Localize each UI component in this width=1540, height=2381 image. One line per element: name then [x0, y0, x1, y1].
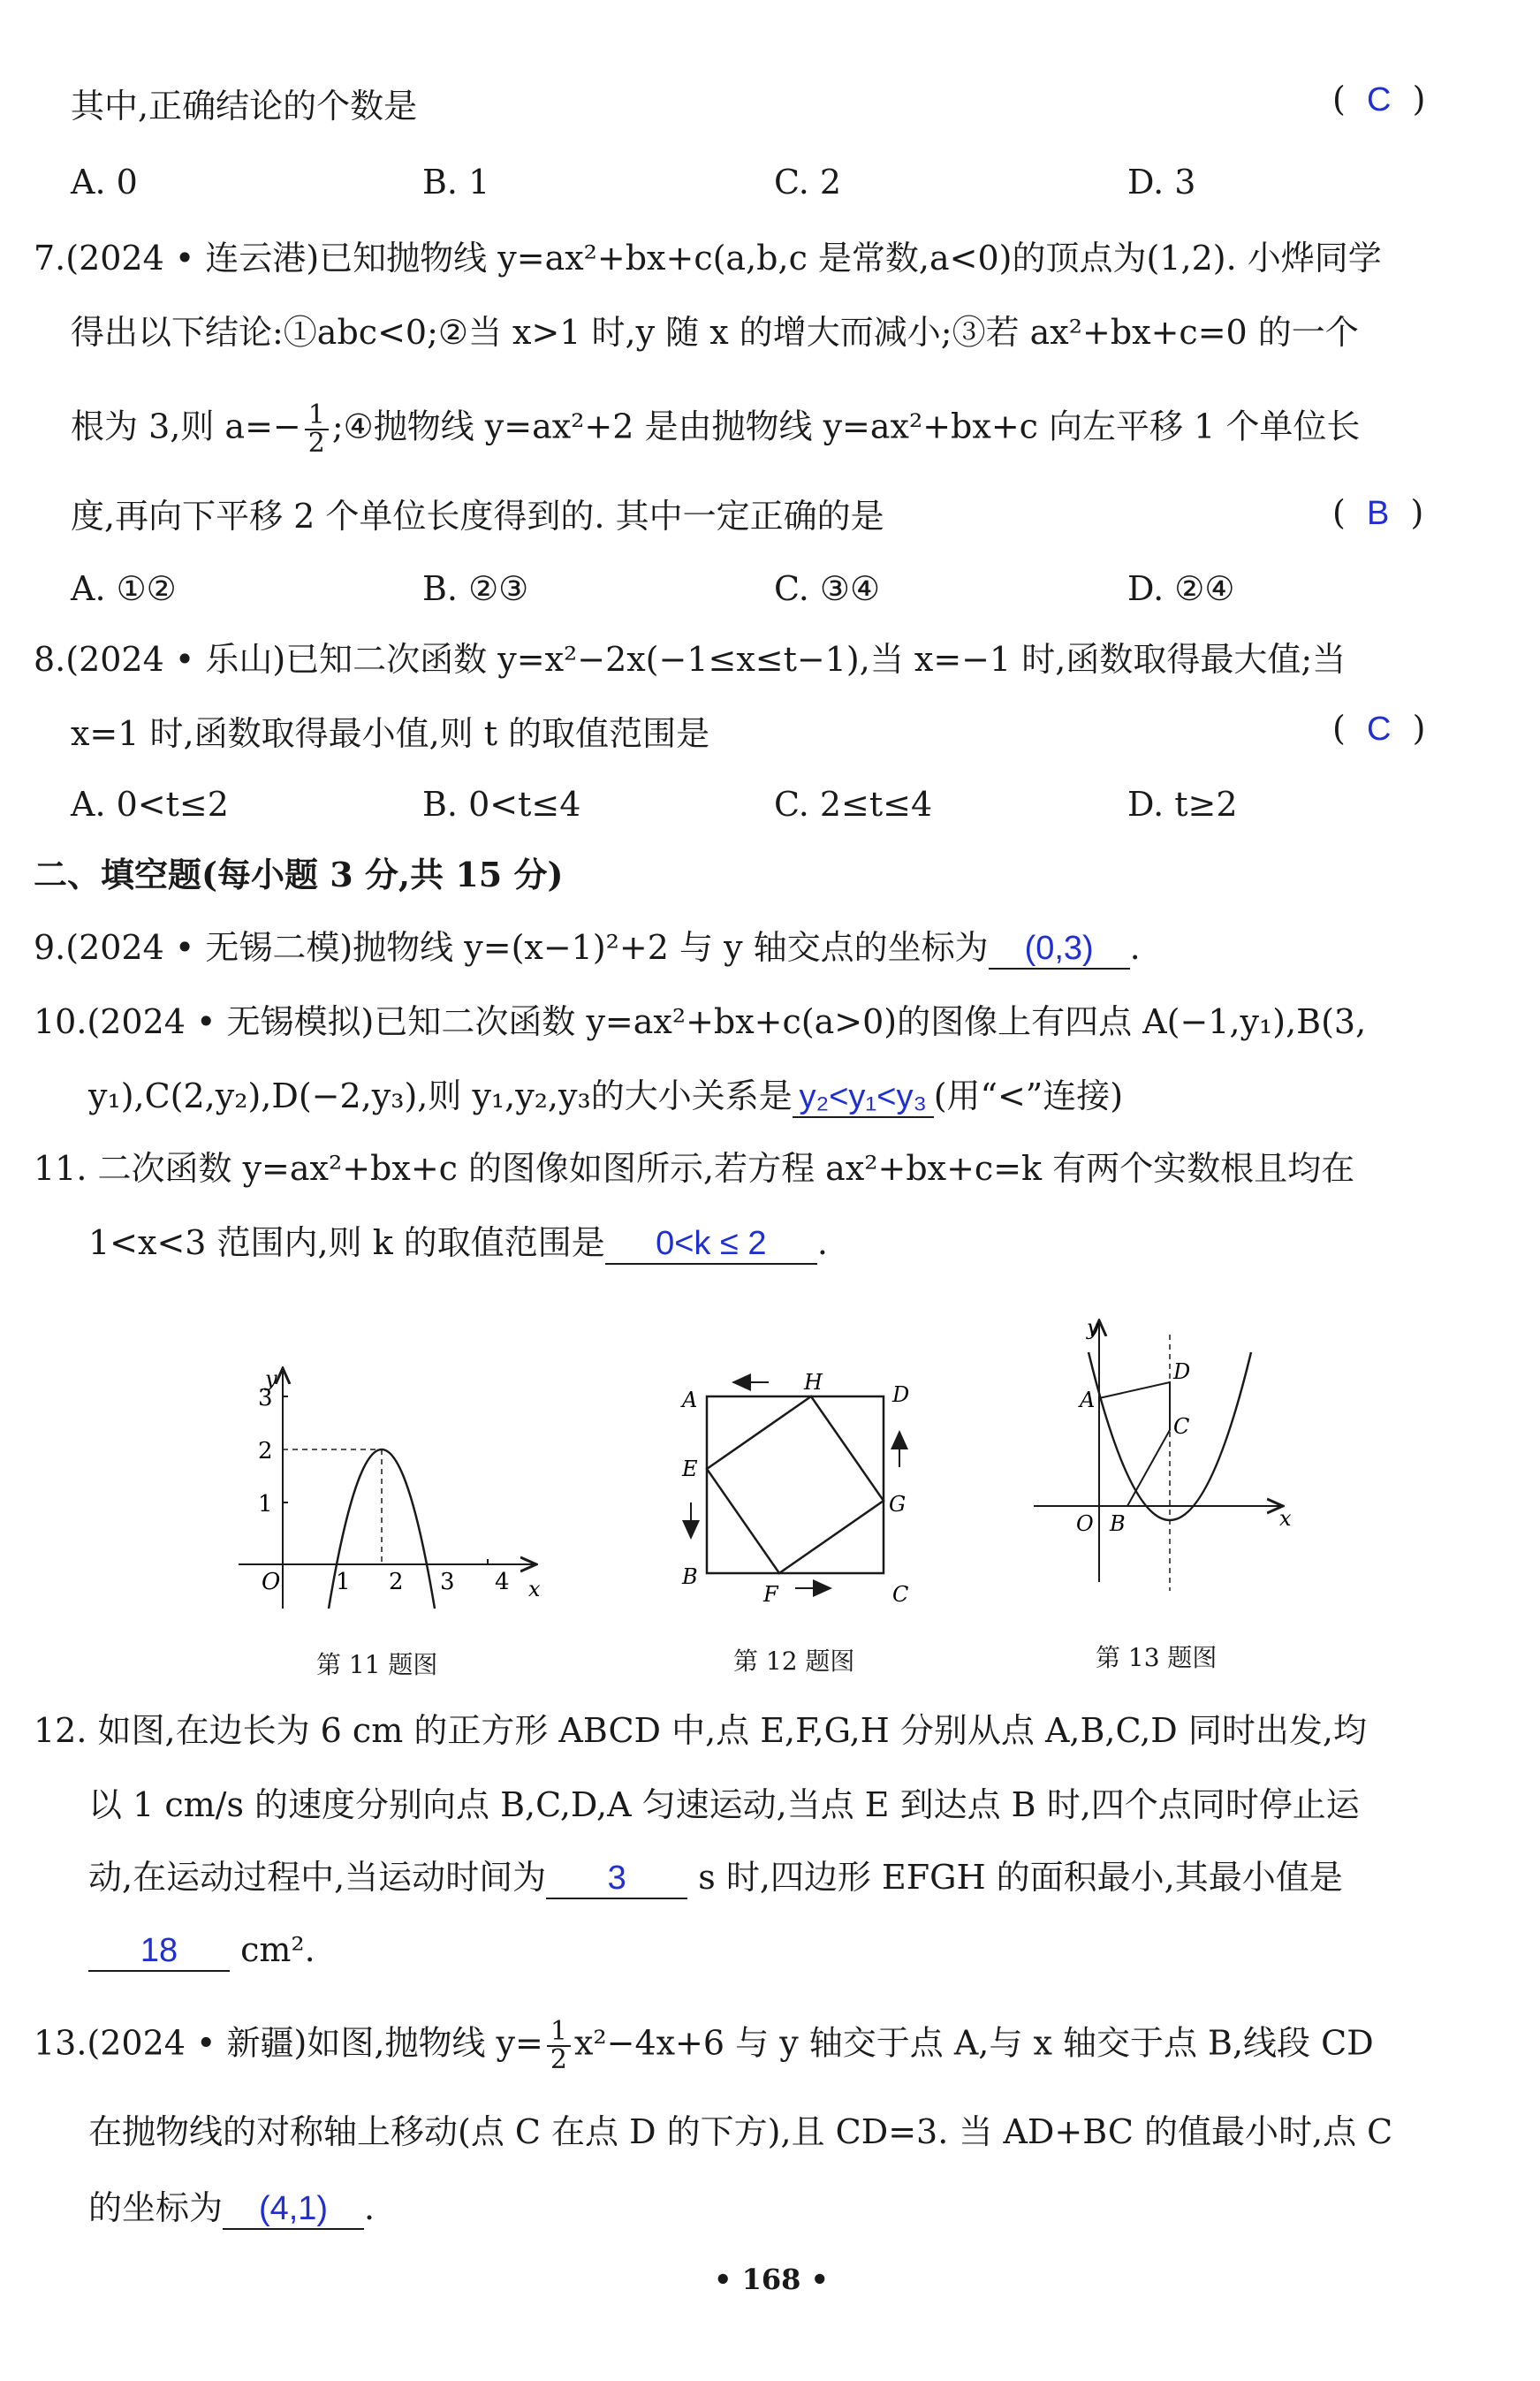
q7-line-4: 度,再向下平移 2 个单位长度得到的. 其中一定正确的是 — [71, 497, 884, 536]
q12-line-4 — [88, 1928, 315, 1972]
fig13-x-label: x — [1279, 1506, 1292, 1531]
q12-line-4b: cm². — [240, 1930, 315, 1969]
q6-option-a: A. 0 — [71, 163, 138, 202]
fig11-tick-y2: 2 — [258, 1438, 273, 1464]
fig12-label-b: B — [682, 1564, 698, 1589]
q11-blank — [605, 1223, 817, 1265]
q13-fraction — [547, 2016, 571, 2075]
q7-option-d: D. ②④ — [1127, 569, 1235, 608]
fig13-y-label: y — [1087, 1317, 1099, 1340]
q13-frac-den: 2 — [550, 2044, 567, 2075]
q9-line — [34, 926, 1141, 970]
q10-answer: y₂<y₁<y₃ — [799, 1078, 927, 1115]
q13-end: . — [364, 2188, 376, 2227]
section-2-heading: 二、填空题(每小题 3 分,共 15 分) — [34, 855, 564, 894]
q11-line-2 — [88, 1221, 828, 1265]
q12-line-1: 12. 如图,在边长为 6 cm 的正方形 ABCD 中,点 E,F,G,H 分别从点 A,B,C,D 同时出发,均 — [34, 1711, 1367, 1750]
q8-line-1: 8.(2024 • 乐山)已知二次函数 y=x²−2x(−1≤x≤t−1),当 x=−1 时,函数取得最大值;当 — [34, 640, 1347, 679]
q6-option-b: B. 1 — [422, 163, 490, 202]
fig12-label-d: D — [892, 1382, 910, 1407]
fig13-label-d: D — [1173, 1359, 1191, 1384]
q11-end: . — [816, 1223, 828, 1262]
q8-option-b: B. 0<t≤4 — [422, 785, 581, 824]
q13-line-3 — [88, 2187, 375, 2230]
q10-blank — [793, 1076, 934, 1118]
figure-11 — [230, 1352, 548, 1617]
fig12-label-g: G — [889, 1492, 907, 1517]
q7-option-b: B. ②③ — [422, 569, 529, 608]
q8-line-2: x=1 时,函数取得最小值,则 t 的取值范围是 — [71, 714, 710, 753]
fig13-origin: O — [1076, 1511, 1094, 1536]
q12-answer-1: 3 — [607, 1860, 626, 1897]
q9-answer: (0,3) — [1024, 930, 1094, 967]
q9-end: . — [1129, 928, 1141, 967]
figure-11-caption: 第 11 题图 — [316, 1650, 438, 1679]
fig11-tick-x1: 1 — [336, 1569, 351, 1595]
figure-13-caption: 第 13 题图 — [1096, 1643, 1218, 1672]
q9-text: 9.(2024 • 无锡二模)抛物线 y=(x−1)²+2 与 y 轴交点的坐标为 — [34, 928, 989, 967]
fig12-label-a: A — [682, 1388, 698, 1412]
q6-option-d: D. 3 — [1127, 163, 1196, 202]
q13-line-1a: 13.(2024 • 新疆)如图,抛物线 y= — [34, 2023, 543, 2063]
fig12-square-abcd — [707, 1396, 884, 1573]
q12-line-3b: s 时,四边形 EFGH 的面积最小,其最小值是 — [698, 1858, 1343, 1897]
q6-answer-paren: ( C ) — [1332, 80, 1426, 118]
q8-option-a: A. 0<t≤2 — [71, 785, 229, 824]
figure-13 — [1025, 1317, 1299, 1617]
figure-12-caption: 第 12 题图 — [733, 1647, 855, 1676]
q12-blank-2 — [88, 1930, 230, 1972]
fig11-y-label: y — [265, 1366, 277, 1391]
q7-frac-den: 2 — [307, 428, 325, 459]
q12-line-3a: 动,在运动过程中,当运动时间为 — [88, 1858, 547, 1897]
fig12-label-c: C — [892, 1582, 909, 1607]
q7-option-c: C. ③④ — [774, 569, 881, 608]
fig11-x-label: x — [528, 1577, 541, 1601]
q7-fraction — [305, 399, 329, 459]
q7-line-3b: ;④抛物线 y=ax²+2 是由抛物线 y=ax²+bx+c 向左平移 1 个单位长 — [331, 407, 1361, 446]
q12-line-2: 以 1 cm/s 的速度分别向点 B,C,D,A 匀速运动,当点 E 到达点 B 时,四个点同时停止运 — [88, 1785, 1360, 1824]
q7-answer: B — [1366, 495, 1390, 532]
q13-answer: (4,1) — [258, 2190, 329, 2227]
q7-option-a: A. ①② — [71, 569, 177, 608]
q9-blank — [989, 928, 1130, 970]
fig11-tick-x4: 4 — [495, 1569, 510, 1595]
fig11-origin: O — [262, 1569, 281, 1595]
q7-line-2: 得出以下结论:①abc<0;②当 x>1 时,y 随 x 的增大而减小;③若 ax²+bx+c=0 的一个 — [71, 313, 1359, 352]
q7-line-1: 7.(2024 • 连云港)已知抛物线 y=ax²+bx+c(a,b,c 是常数,a<0)的顶点为(1,2). 小烨同学 — [34, 239, 1382, 278]
q10-line-2b: (用“<”连接) — [933, 1076, 1124, 1115]
fig12-quad-efgh — [707, 1396, 884, 1573]
q11-answer: 0<k ≤ 2 — [656, 1225, 767, 1262]
q13-line-1b: x²−4x+6 与 y 轴交于点 A,与 x 轴交于点 B,线段 CD — [573, 2023, 1374, 2063]
q10-line-2a: y₁),C(2,y₂),D(−2,y₃),则 y₁,y₂,y₃的大小关系是 — [88, 1076, 793, 1115]
q13-line-2: 在抛物线的对称轴上移动(点 C 在点 D 的下方),且 CD=3. 当 AD+BC 的值最小时,点 C — [88, 2112, 1393, 2151]
q11-line-1: 11. 二次函数 y=ax²+bx+c 的图像如图所示,若方程 ax²+bx+c=k 有两个实数根且均在 — [34, 1149, 1355, 1188]
fig13-label-a: A — [1080, 1388, 1096, 1412]
page-number: • 168 • — [714, 2263, 829, 2296]
q8-option-c: C. 2≤t≤4 — [774, 785, 933, 824]
q10-line-2 — [88, 1075, 1123, 1118]
fig12-label-h: H — [804, 1370, 823, 1395]
fig11-tick-x2: 2 — [389, 1569, 404, 1595]
figure-12 — [671, 1370, 919, 1617]
q7-answer-paren: ( B ) — [1332, 493, 1424, 532]
q13-blank — [223, 2188, 364, 2230]
q10-line-1: 10.(2024 • 无锡模拟)已知二次函数 y=ax²+bx+c(a>0)的图像上有四点 A(−1,y₁),B(3, — [34, 1002, 1367, 1041]
q6-answer: C — [1366, 81, 1392, 118]
fig13-label-b: B — [1110, 1511, 1126, 1536]
q13-line-1 — [34, 2016, 1374, 2075]
q6-line: 其中,正确结论的个数是 — [71, 87, 418, 126]
fig12-label-e: E — [682, 1457, 698, 1481]
q13-frac-num: 1 — [547, 2019, 571, 2047]
q12-blank-1 — [546, 1858, 687, 1899]
q7-line-3 — [71, 399, 1361, 459]
fig13-label-c: C — [1173, 1414, 1190, 1439]
fig11-tick-y1: 1 — [258, 1491, 273, 1518]
q7-frac-num: 1 — [305, 402, 329, 430]
q7-line-3a: 根为 3,则 a=− — [71, 407, 301, 446]
q13-line-3a: 的坐标为 — [88, 2188, 224, 2227]
fig12-label-f: F — [763, 1582, 778, 1607]
q8-answer-paren: ( C ) — [1332, 709, 1426, 748]
q8-option-d: D. t≥2 — [1127, 785, 1238, 824]
fig11-tick-y3: 3 — [258, 1385, 273, 1411]
q8-answer: C — [1366, 711, 1392, 748]
q12-line-3 — [88, 1856, 1343, 1899]
q11-line-2a: 1<x<3 范围内,则 k 的取值范围是 — [88, 1223, 605, 1262]
q12-answer-2: 18 — [140, 1932, 178, 1969]
fig11-tick-x3: 3 — [440, 1569, 455, 1595]
q6-option-c: C. 2 — [774, 163, 842, 202]
